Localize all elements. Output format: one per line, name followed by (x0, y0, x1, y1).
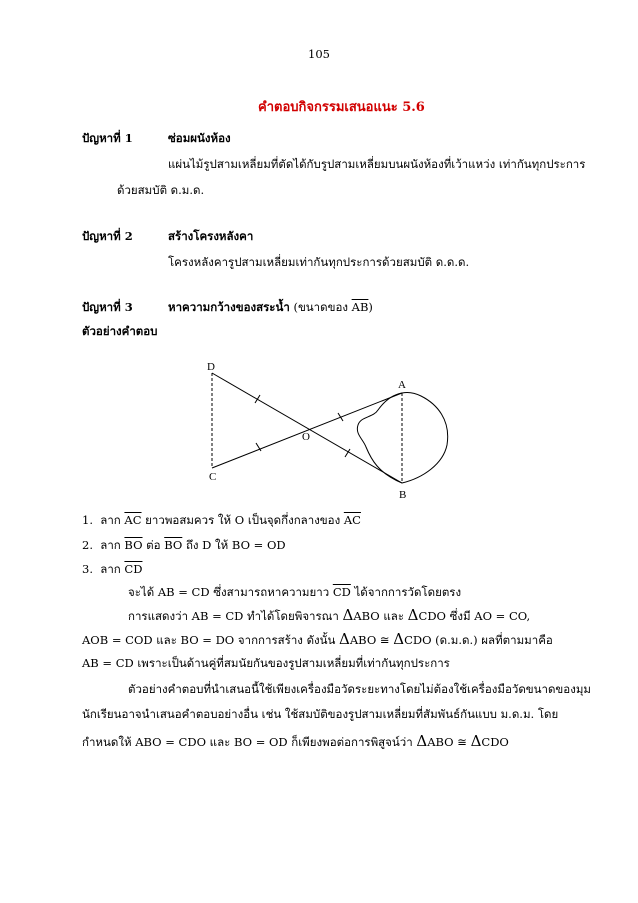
step-2 (82, 537, 286, 553)
problem2-text-line1: โครงหลังคารูปสามเหลี่ยมเท่ากันทุกประการด้วยสมบัติ ด.ด.ด. (168, 255, 470, 269)
tick-mark-do (255, 395, 260, 403)
paragraph-text: CDO (481, 735, 509, 749)
paragraph-text: กำหนดให้ (82, 735, 136, 749)
segment-ab: $\overline{AB}$ (351, 300, 369, 314)
triangle-symbol: Δ (393, 630, 405, 648)
step-number: 1. (82, 513, 93, 527)
angle-aob: AOB (82, 633, 109, 647)
segment-bo: $\overline{BO}$ (124, 538, 143, 552)
step-text: ลาก (100, 562, 125, 576)
problem1-label: ปัญหาที่ 1 (82, 131, 133, 145)
paragraph-7 (82, 733, 509, 750)
step-text: ถึง D ให้ BO = OD (182, 538, 286, 552)
paragraph-text: = (161, 735, 179, 749)
problem2-heading: สร้างโครงหลังคา (168, 229, 254, 243)
segment-cd: $\overline{CD}$ (124, 562, 143, 576)
problem1-text-line2: ด้วยสมบัติ ด.ม.ด. (117, 183, 205, 197)
problem2-label: ปัญหาที่ 2 (82, 229, 133, 243)
angle-cod: COD (125, 633, 153, 647)
step-number: 3. (82, 562, 93, 576)
point-label-b: B (399, 489, 407, 501)
segment-ac: $\overline{AC}$ (343, 513, 361, 527)
step-1 (82, 512, 361, 528)
segment-ac: $\overline{AC}$ (124, 513, 142, 527)
paragraph-2 (128, 607, 530, 624)
problem3-label: ปัญหาที่ 3 (82, 300, 133, 314)
paragraph-text: การแสดงว่า AB = CD ทำได้โดยพิจารณา (128, 609, 343, 623)
paragraph-text: CDO (ด.ม.ด.) ผลที่ตามมาคือ (404, 633, 553, 647)
example-answer-label: ตัวอย่างคำตอบ (82, 324, 158, 338)
segment-db (212, 373, 402, 483)
paragraph-text: และ BO = OD ก็เพียงพอต่อการพิสูจน์ว่า (206, 735, 417, 749)
paragraph-3 (82, 631, 553, 648)
triangle-symbol: Δ (407, 606, 419, 624)
paragraph-text: CDO ซึ่งมี AO = CO, (418, 609, 531, 623)
segment-cd: $\overline{CD}$ (332, 585, 351, 599)
point-label-o: O (302, 431, 310, 443)
paragraph-text: = (108, 633, 126, 647)
triangle-symbol: Δ (416, 732, 428, 750)
point-label-d: D (207, 361, 215, 373)
paragraph-text: จะได้ AB = CD ซึ่งสามารถหาความยาว (128, 585, 333, 599)
angle-abo: ABO (135, 735, 162, 749)
step-text: ลาก (100, 538, 125, 552)
page-number: 105 (308, 47, 330, 61)
step-text: ยาวพอสมควร ให้ O เป็นจุดกึ่งกลางของ (141, 513, 344, 527)
paragraph-text: ได้จากการวัดโดยตรง (350, 585, 462, 599)
problem3-heading: หาความกว้างของสระน้ำ (168, 300, 290, 314)
triangle-symbol: Δ (342, 606, 354, 624)
paragraph-1 (128, 584, 461, 600)
step-text: ลาก (100, 513, 125, 527)
paragraph-text: และ BO = DO จากการสร้าง ดังนั้น (152, 633, 340, 647)
paragraph-5: ตัวอย่างคำตอบที่นำเสนอนี้ใช้เพียงเครื่องมือวัดระยะทางโดยไม่ต้องใช้เครื่องมือวัดขนาดของมุม (128, 682, 591, 696)
paragraph-6: นักเรียนอาจนำเสนอคำตอบอย่างอื่น เช่น ใช้สมบัติของรูปสามเหลี่ยมที่สัมพันธ์กันแบบ ม.ด.ม. โดย (82, 707, 559, 721)
pond-diagram (195, 358, 455, 506)
step-3 (82, 561, 142, 577)
segment-bo: $\overline{BO}$ (164, 538, 183, 552)
triangle-symbol: Δ (339, 630, 350, 648)
problem3-heading-line (168, 299, 373, 315)
paragraph-text: ABO ≅ (349, 633, 394, 647)
paragraph-4: AB = CD เพราะเป็นด้านคู่ที่สมนัยกันของรูปสามเหลี่ยมที่เท่ากันทุกประการ (82, 656, 450, 670)
problem3-paren-close: ) (368, 300, 373, 314)
point-label-a: A (398, 379, 406, 391)
step-number: 2. (82, 538, 93, 552)
step-text: ต่อ (142, 538, 165, 552)
pond-outline (357, 392, 447, 483)
problem1-heading: ซ่อมผนังห้อง (168, 131, 231, 145)
problem1-text-line1: แผ่นไม้รูปสามเหลี่ยมที่ตัดได้กับรูปสามเหลี่ยมบนผนังห้องที่เว้าแหว่ง เท่ากันทุกประการ (168, 157, 586, 171)
point-label-c: C (209, 471, 217, 483)
problem3-paren-open: (ขนาดของ (293, 300, 352, 314)
page-title: คำตอบกิจกรรมเสนอแนะ 5.6 (258, 100, 425, 115)
angle-cdo: CDO (178, 735, 206, 749)
triangle-symbol: Δ (470, 732, 482, 750)
paragraph-text: ABO ≅ (427, 735, 471, 749)
paragraph-text: ABO และ (353, 609, 408, 623)
